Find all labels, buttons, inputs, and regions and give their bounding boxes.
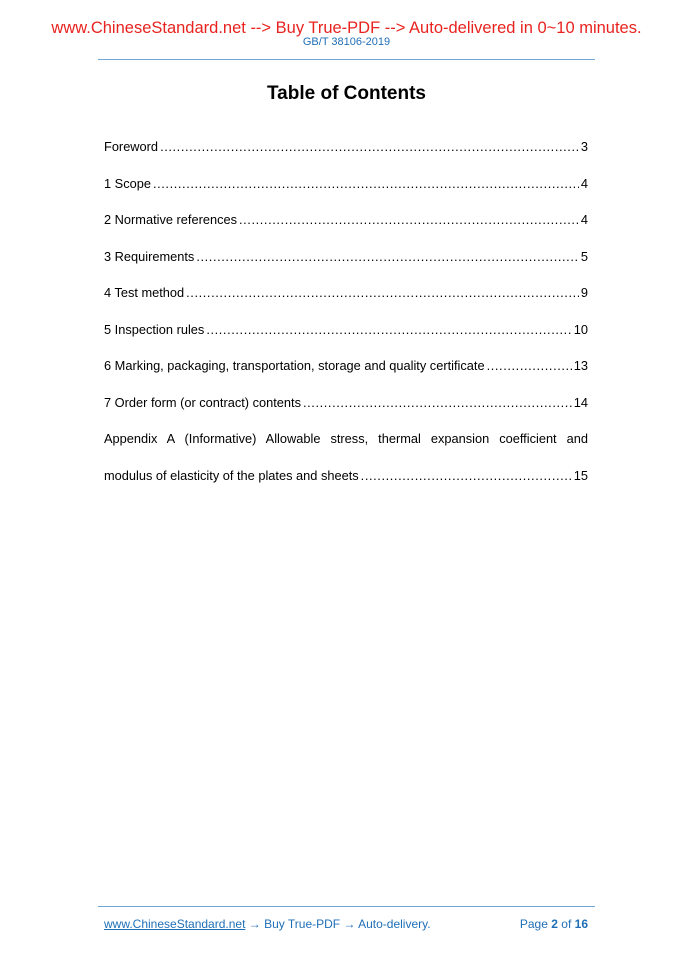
toc-leader (206, 321, 571, 339)
page-total: 16 (574, 917, 588, 931)
toc-entry-label: 3 Requirements (104, 248, 195, 264)
page-footer (104, 916, 588, 932)
toc-entry-marking-packaging[interactable] (104, 357, 588, 394)
toc-entry-test-method[interactable] (104, 284, 588, 321)
toc-leader (361, 467, 572, 485)
toc-leader (303, 394, 572, 412)
toc-entry-page: 15 (573, 467, 588, 483)
page-indicator (520, 916, 588, 932)
toc-entry-scope[interactable] (104, 175, 588, 212)
toc-entry-foreword[interactable] (104, 138, 588, 175)
of-word: of (561, 917, 572, 931)
page-current: 2 (551, 917, 558, 931)
toc-entry-label: modulus of elasticity of the plates and sheets (104, 467, 359, 483)
toc-leader (160, 138, 579, 156)
toc-entry-label: 7 Order form (or contract) contents (104, 394, 301, 410)
toc-entry-page: 4 (580, 212, 588, 227)
toc-leader (196, 248, 579, 266)
toc-entry-page: 13 (573, 358, 588, 373)
table-of-contents (104, 138, 588, 503)
toc-entry-label: 2 Normative references (104, 212, 237, 227)
page-word: Page (519, 917, 548, 931)
footer-tagline: → Buy True-PDF → Auto-delivery. (245, 917, 431, 931)
toc-entry-page: 4 (580, 175, 588, 191)
toc-entry-label: 6 Marking, packaging, transportation, storage and quality certificate (104, 358, 485, 373)
toc-entry-page: 14 (573, 394, 588, 410)
toc-entry-label: Foreword (104, 139, 159, 154)
toc-entry-normative-references[interactable] (104, 211, 588, 248)
toc-entry-label: 5 Inspection rules (104, 321, 205, 337)
header-divider (98, 59, 595, 60)
toc-entry-page: 10 (573, 321, 588, 337)
standard-code: GB/T 38106-2019 (302, 36, 391, 48)
toc-entry-appendix-a-line1[interactable]: Appendix A (Informative) Allowable stress, thermal expansion coefficient and (104, 431, 588, 446)
toc-entry-label: 4 Test method (104, 285, 185, 300)
toc-entry-page: 3 (580, 139, 588, 154)
toc-leader (153, 175, 579, 193)
toc-entry-requirements[interactable] (104, 248, 588, 285)
toc-entry-label: 1 Scope (104, 175, 151, 191)
footer-promo (104, 916, 431, 932)
promo-banner: www.ChineseStandard.net --> Buy True-PDF --> Auto-delivered in 0~10 minutes. (51, 19, 642, 37)
toc-title: Table of Contents (266, 83, 427, 104)
toc-entry-page: 5 (580, 248, 588, 264)
footer-divider (98, 906, 595, 907)
toc-leader (239, 211, 579, 229)
toc-entry-order-form[interactable] (104, 394, 588, 431)
toc-entry-appendix-a[interactable] (104, 467, 588, 504)
toc-entry-page: 9 (580, 285, 588, 300)
footer-site-link[interactable]: www.ChineseStandard.net (104, 917, 246, 931)
toc-leader (186, 284, 579, 302)
toc-entry-inspection-rules[interactable] (104, 321, 588, 358)
toc-leader (487, 357, 572, 375)
